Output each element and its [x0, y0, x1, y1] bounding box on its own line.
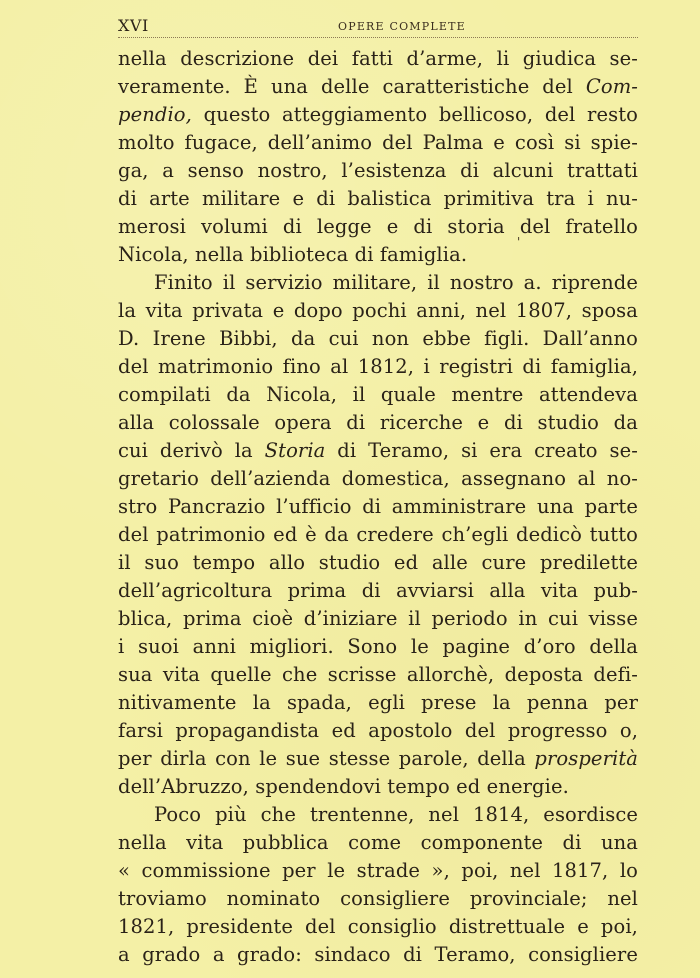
text-line-1: nella descrizione dei fatti d’arme, li giudica se- — [118, 47, 638, 70]
text-fragment: per dirla con le sue stesse parole, della — [118, 747, 526, 770]
italic-title: Storia — [264, 439, 326, 462]
text-line-14: alla colossale opera di ricerche e di studio da — [118, 411, 638, 434]
text-line-18: del patrimonio ed è da credere ch’egli dedicò tutto — [118, 523, 638, 546]
text-line-33: a grado a grado: sindaco di Teramo, consigliere — [118, 943, 638, 966]
text-line-26 — [118, 746, 638, 772]
text-line-8: Nicola, nella biblioteca di famiglia. — [118, 243, 468, 266]
text-line-19: il suo tempo allo studio ed alle cure predilette — [118, 551, 638, 574]
text-line-24: nitivamente la spada, egli prese la penna per — [118, 691, 638, 714]
text-fragment: di Teramo, si era creato se- — [337, 439, 638, 462]
text-fragment: questo atteggiamento bellicoso, del resto — [203, 103, 638, 126]
italic-title: Com- — [585, 75, 638, 98]
stray-mark: ' — [517, 235, 521, 249]
text-line-23: sua vita quelle che scrisse allorchè, deposta defi- — [118, 663, 638, 686]
header-title: OPERE COMPLETE — [338, 20, 466, 33]
text-line-10: la vita privata e dopo pochi anni, nel 1807, sposa — [118, 299, 638, 322]
text-line-22: i suoi anni migliori. Sono le pagine d’oro della — [118, 635, 638, 658]
text-line-31: troviamo nominato consigliere provinciale; nel — [118, 887, 638, 910]
text-fragment: cui derivò la — [118, 439, 253, 462]
text-line-28: Poco più che trentenne, nel 1814, esordisce — [154, 803, 638, 826]
text-line-5: ga, a senso nostro, l’esistenza di alcuni trattati — [118, 159, 638, 182]
text-line-25: farsi propagandista ed apostolo del progresso o, — [118, 719, 638, 742]
text-line-30: « commissione per le strade », poi, nel 1817, lo — [118, 859, 638, 882]
page-number: XVI — [118, 16, 149, 35]
text-line-27: dell’Abruzzo, spendendovi tempo ed energie. — [118, 775, 569, 798]
text-line-32: 1821, presidente del consiglio distrettuale e poi, — [118, 915, 638, 938]
header-rule — [118, 37, 638, 38]
text-line-12: del matrimonio fino al 1812, i registri di famiglia, — [118, 355, 638, 378]
text-line-15 — [118, 438, 638, 464]
italic-word: prosperità — [534, 747, 638, 770]
text-line-3 — [118, 102, 638, 128]
text-line-6: di arte militare e di balistica primitiva tra i nu- — [118, 187, 638, 210]
text-line-17: stro Pancrazio l’ufficio di amministrare una parte — [118, 495, 638, 518]
text-line-29: nella vita pubblica come componente di una — [118, 831, 638, 854]
text-line-13: compilati da Nicola, il quale mentre attendeva — [118, 383, 638, 406]
text-fragment: veramente. È una delle caratteristiche del — [118, 75, 573, 98]
text-line-16: gretario dell’azienda domestica, assegnano al no- — [118, 467, 638, 490]
text-line-20: dell’agricoltura prima di avviarsi alla vita pub- — [118, 579, 638, 602]
italic-title: pendio, — [118, 103, 192, 126]
text-line-4: molto fugace, dell’animo del Palma e così si spie- — [118, 131, 638, 154]
text-line-21: blica, prima cioè d’iniziare il periodo in cui visse — [118, 607, 638, 630]
text-line-2 — [118, 74, 638, 100]
text-line-7: merosi volumi di legge e di storia del fratello — [118, 215, 638, 238]
running-head — [118, 14, 638, 38]
text-line-11: D. Irene Bibbi, da cui non ebbe figli. Dall’anno — [118, 327, 638, 350]
text-line-9: Finito il servizio militare, il nostro a. riprende — [154, 271, 638, 294]
